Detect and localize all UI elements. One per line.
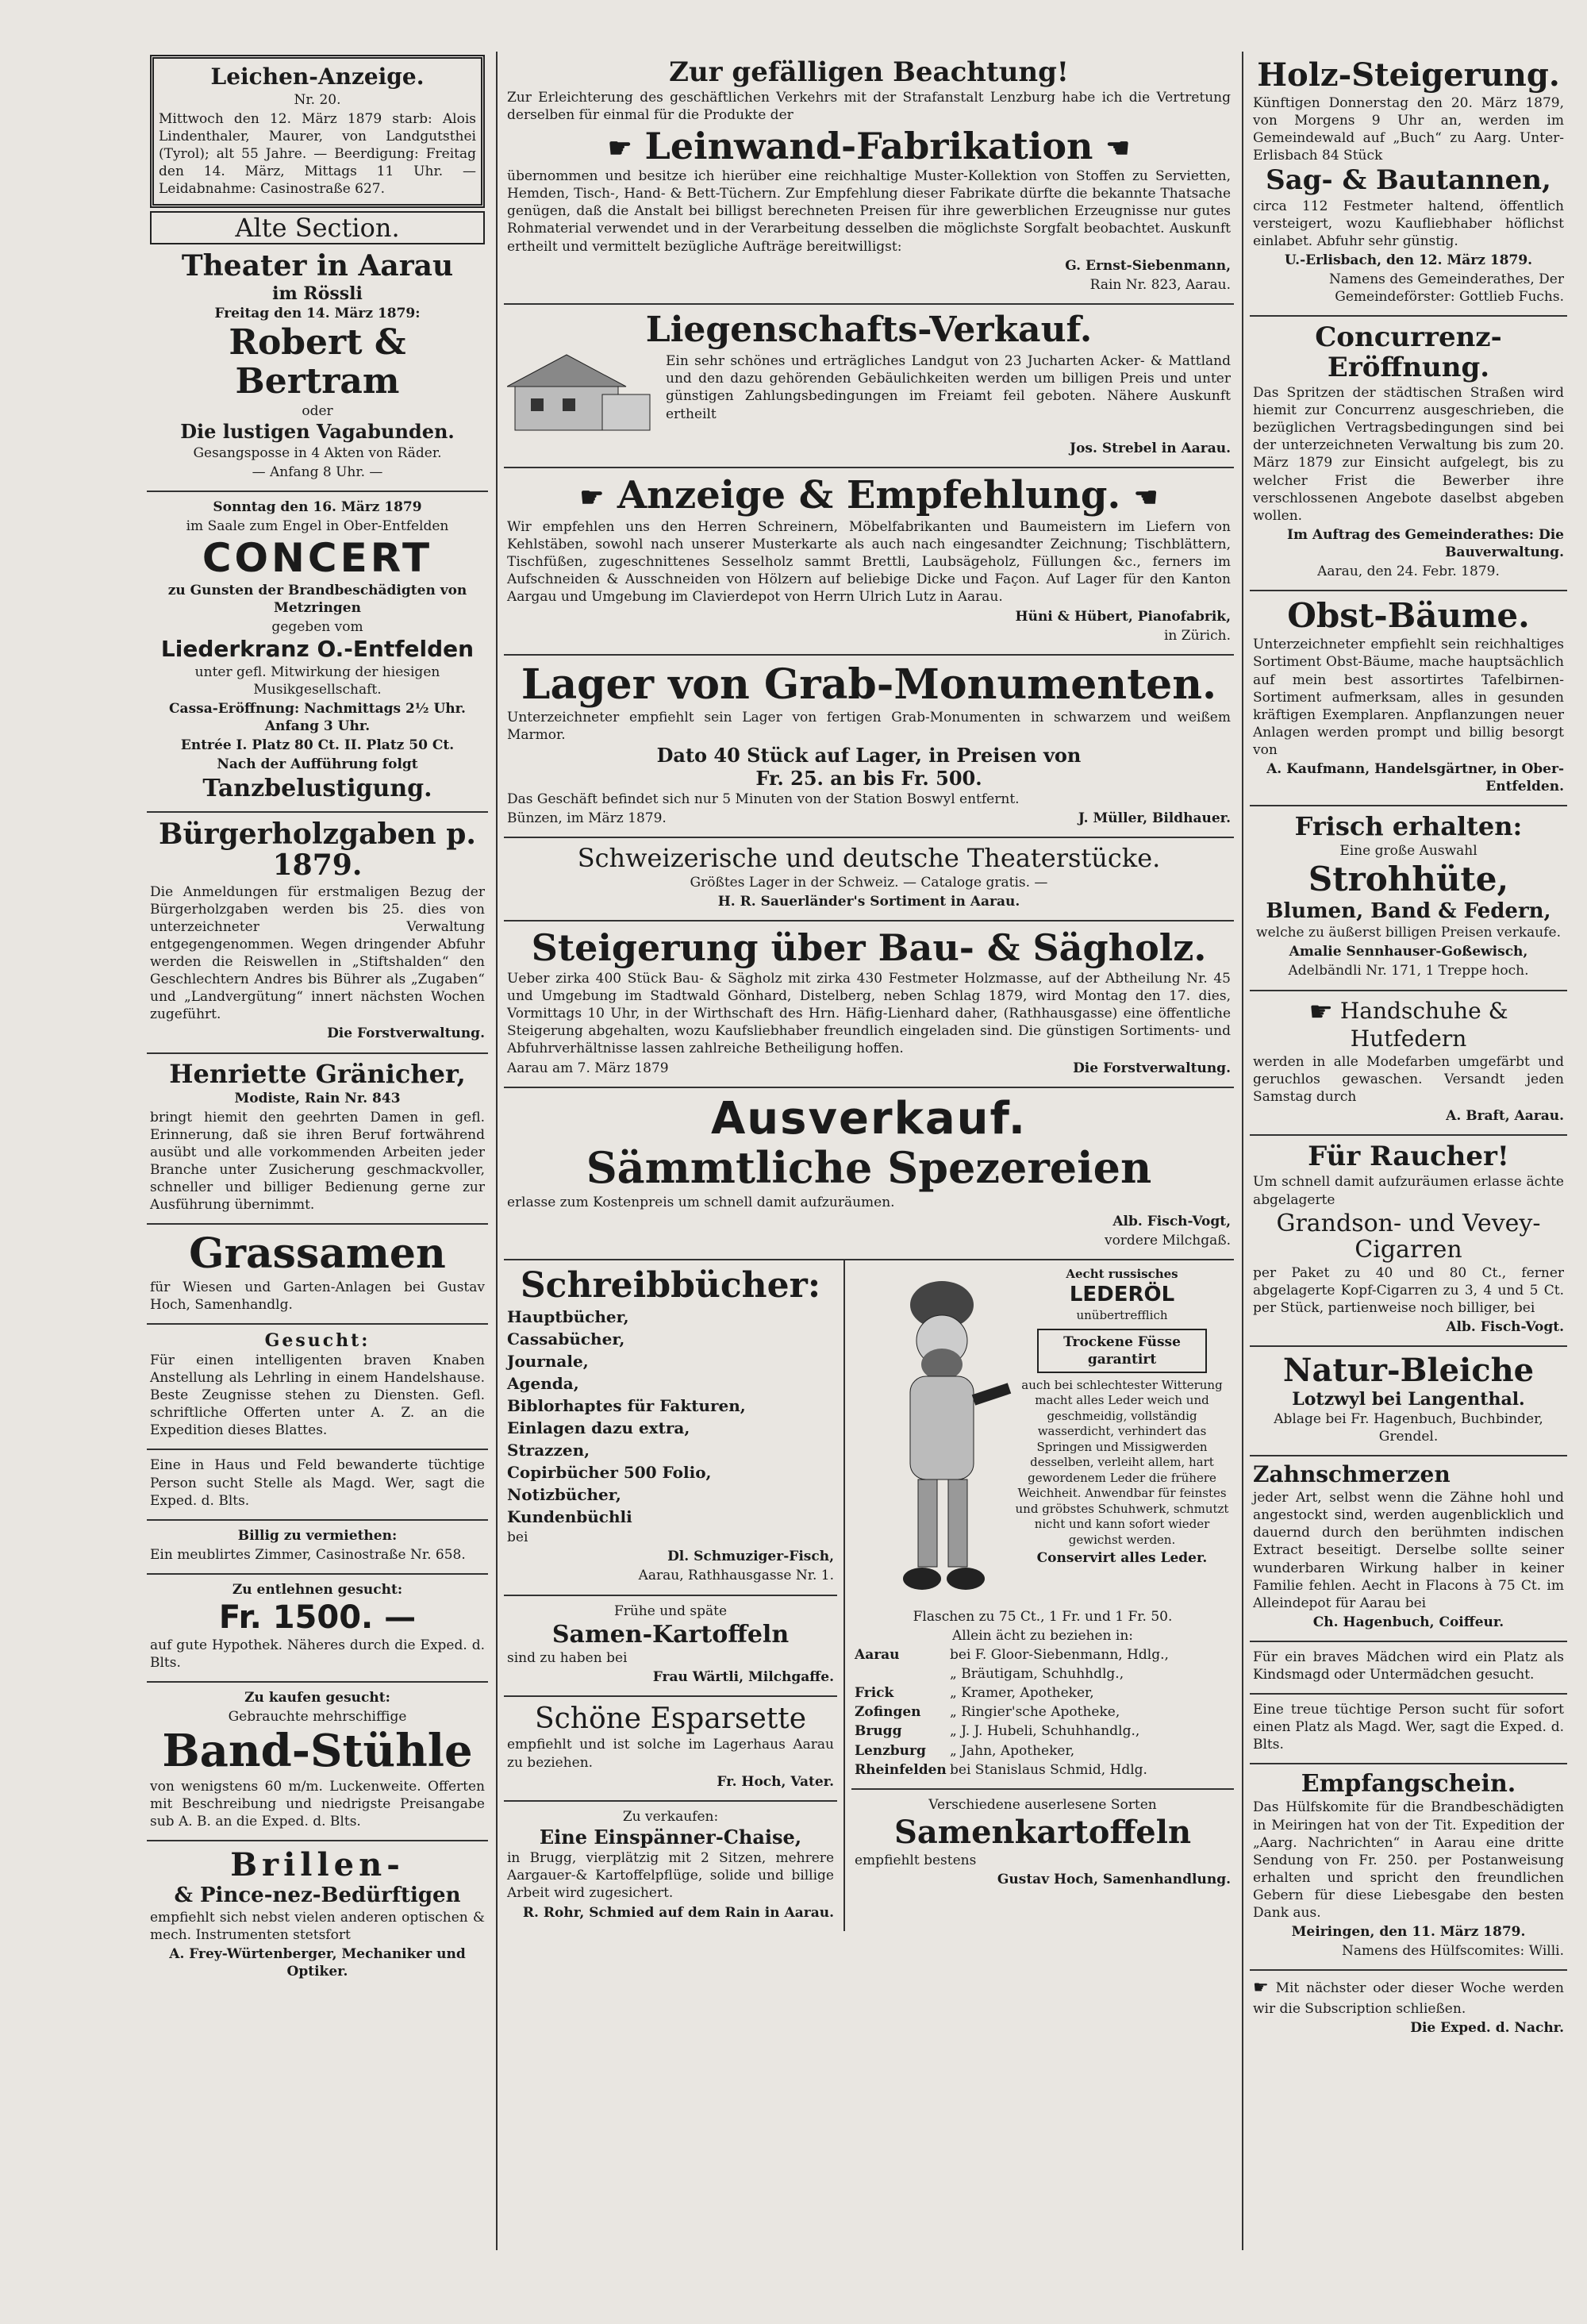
concert-date: Sonntag den 16. März 1879: [213, 498, 422, 515]
theater-ad: [147, 244, 488, 491]
holz-sign: Namens des Gemeinderathes, Der Gemeindeförster: Gottlieb Fuchs.: [1329, 271, 1564, 306]
death-notice-number: Nr. 20.: [294, 91, 341, 108]
grab-sign: J. Müller, Bildhauer.: [1078, 810, 1231, 827]
lederoel-dealer-row: [855, 1665, 1231, 1683]
dealer-name: „ Kramer, Apotheker,: [950, 1685, 1094, 1702]
theater-oder: oder: [302, 403, 333, 420]
entlehnen-title: Zu entlehnen gesucht:: [232, 1581, 403, 1598]
buergerholz-title: Bürgerholzgaben p. 1879.: [159, 817, 476, 883]
concurrenz-sign: Im Auftrag des Gemeinderathes: Die Bauverwaltung.: [1287, 526, 1564, 560]
column-rule: [496, 52, 498, 2250]
dealer-name: „ J. J. Hubeli, Schuhhandlg.,: [950, 1723, 1140, 1740]
empfang-title: Empfangschein.: [1301, 1770, 1516, 1799]
verkaufen-sign: R. Rohr, Schmied auf dem Rain in Aarau.: [522, 1904, 834, 1921]
schreibbuecher-bei: bei: [507, 1529, 528, 1546]
samenk-title: Samenkartoffeln: [893, 1813, 1192, 1851]
raucher-big: Grandson- und Vevey-Cigarren: [1276, 1209, 1541, 1264]
lederoel-dealers: [855, 1646, 1231, 1779]
esparsette-title: Schöne Esparsette: [534, 1702, 807, 1735]
naturbleiche-ad: [1250, 1347, 1567, 1456]
dealer-city: Rheinfelden: [855, 1761, 947, 1778]
lederoel-ad: [851, 1260, 1234, 1790]
zahn-sign: Ch. Hagenbuch, Coiffeur.: [1312, 1614, 1504, 1630]
grab-preis: Fr. 25. an bis Fr. 500.: [755, 766, 982, 790]
gesucht-ad: [147, 1325, 488, 1451]
verkaufen-text: in Brugg, vierplätzig mit 2 Sitzen, mehrere Aargauer-& Kartoffelpflüge, solide und billige Arbeit wird zugesichert.: [507, 1850, 834, 1902]
empfang-date: Meiringen, den 11. März 1879.: [1291, 1924, 1526, 1941]
henriette-title: Henriette Gränicher,: [169, 1058, 466, 1089]
dealer-name: „ Ringier'sche Apotheke,: [950, 1704, 1120, 1721]
esparsette-text: empfiehlt und ist solche im Lagerhaus Aarau zu beziehen.: [507, 1737, 834, 1771]
hand-sign: A. Braft, Aarau.: [1446, 1107, 1564, 1124]
gesucht-text: Für einen intelligenten braven Knaben Anstellung als Lehrling in einem Handelshause. Beste Zeugnisse stehen zu Diensten. Gefl. schriftliche Offerten unter A. Z. an die Expedition dieses Blattes.: [150, 1352, 485, 1439]
pointing-hand-icon: ☚: [1133, 482, 1159, 514]
brillen-sub: & Pince-nez-Bedürftigen: [174, 1883, 461, 1908]
concurrenz-title: Concurrenz-Eröffnung.: [1315, 321, 1502, 383]
steigerung-ad: [504, 922, 1234, 1087]
section-title: Alte Section.: [150, 211, 485, 244]
beachtung-title: Zur gefälligen Beachtung!: [669, 56, 1069, 88]
bandstuehle-title: Zu kaufen gesucht:: [244, 1690, 390, 1706]
concurrenz-text: Das Spritzen der städtischen Straßen wird hiemit zur Concurrenz ausgeschrieben, die bezüglichen Vertragsbedingungen sind bei der unterzeichneten Verwaltung bis zum 20. März 1879 zur Einsicht aufgelegt, bis zu welcher Frist die Bewerber ihre verschlossenen Angebote daselbst abgeben wollen.: [1253, 385, 1564, 524]
dealer-city: Lenzburg: [855, 1742, 926, 1759]
schreibbuecher-item: Notizbücher,: [507, 1485, 621, 1505]
zahn-title: Zahnschmerzen: [1253, 1461, 1451, 1488]
lederoel-text: auch bei schlechtester Witterung macht alles Leder weich und geschmeidig, vollständig wasserdicht, verhindert das Springen und Missigwerden desselben, verleiht allem, hart gewordenem Leder die frühere Weichheit. Anwendbar für feinstes und gröbstes Schuhwerk, schmutzt nicht und kann sofort wieder gewichst werden.: [1015, 1377, 1229, 1547]
beachtung-ad: [504, 52, 1234, 305]
theater-desc: Gesangsposse in 4 Akten von Räder.: [193, 444, 442, 461]
lederoel-head: Aecht russisches: [1066, 1266, 1178, 1281]
pointing-hand-icon: ☛: [579, 482, 605, 514]
natur-sub: Lotzwyl bei Langenthal.: [1292, 1389, 1525, 1410]
zahn-text: jeder Art, selbst wenn die Zähne hohl und angestockt sind, werden augenblicklich und dauernd durch den berühmten indischen Extract beseitigt. Derselbe sollte seiner wunderbaren Wirkung halber in keiner Familie fehlen. Aecht in Flacons à 75 Ct. im Alleindepot für Aarau bei: [1253, 1490, 1564, 1611]
newspaper-page: [147, 52, 1567, 2250]
concert-title: CONCERT: [202, 534, 433, 581]
lederoel-dealer-row: [855, 1684, 1231, 1702]
lederoel-lead: Allein ächt zu beziehen in:: [951, 1628, 1134, 1644]
lederoel-sub: unübertrefflich: [1076, 1308, 1168, 1322]
lederoel-dealer-row: [855, 1703, 1231, 1721]
frisch-text: welche zu äußerst billigen Preisen verkaufe.: [1256, 925, 1561, 941]
theaterstuecke-title: Schweizerische und deutsche Theaterstücke.: [577, 843, 1161, 874]
strohhuete-ad: [1250, 806, 1567, 991]
concert-place: im Saale zum Engel in Ober-Entfelden: [186, 518, 449, 534]
ausverkauf-addr: vordere Milchgaß.: [1104, 1232, 1231, 1249]
brillen-text: empfiehlt sich nebst vielen anderen optischen & mech. Instrumenten stetsfort: [150, 1909, 485, 1943]
lederoel-dealer-row: [855, 1761, 1231, 1779]
schreibbuecher-item: Biblorhaptes für Fakturen,: [507, 1396, 746, 1416]
steigerung-date: Aarau am 7. März 1879: [507, 1060, 669, 1076]
raucher-body: per Paket zu 40 und 80 Ct., ferner abgelagerte Kopf-Cigarren zu 3, 4 und 5 Ct. per Stück, partienweise noch billiger, bei: [1253, 1264, 1564, 1316]
schreibbuecher-item: Cassabücher,: [507, 1329, 625, 1349]
schreibbuecher-addr: Aarau, Rathhausgasse Nr. 1.: [638, 1568, 834, 1584]
henriette-sub: Modiste, Rain Nr. 843: [234, 1090, 401, 1106]
frisch-big: Strohhüte,: [1308, 860, 1509, 899]
dealer-name: bei Stanislaus Schmid, Hdlg.: [950, 1761, 1147, 1778]
column-rule: [1242, 52, 1243, 2250]
dealer-city: Zofingen: [855, 1704, 921, 1721]
obst-sign: A. Kaufmann, Handelsgärtner, in Ober-Entfelden.: [1266, 760, 1564, 795]
gesucht-title: Gesucht:: [264, 1329, 371, 1351]
empfang-sign: Namens des Hülfscomites: Willi.: [1342, 1943, 1564, 1960]
bandstuehle-big: Band-Stühle: [162, 1725, 473, 1778]
theater-sub: im Rössli: [272, 283, 363, 304]
esparsette-ad: [504, 1697, 837, 1802]
grab-place: Bünzen, im März 1879.: [507, 810, 667, 827]
pointing-hand-icon: ☚: [1105, 132, 1130, 164]
samen-pre: Frühe und späte: [613, 1603, 728, 1619]
schreibbuecher-list: [507, 1306, 834, 1546]
holz-ad: [1250, 52, 1567, 317]
dealer-city: [855, 1665, 950, 1683]
beachtung-sign: G. Ernst-Siebenmann,: [1065, 257, 1231, 274]
column-left: [147, 52, 488, 2250]
grassamen-ad: [147, 1225, 488, 1324]
pointing-hand-icon: ☛: [1253, 1978, 1269, 1999]
lederoel-dealer-row: [855, 1646, 1231, 1664]
ausverkauf-sub: Sämmtliche Spezereien: [586, 1142, 1152, 1194]
beachtung-addr: Rain Nr. 823, Aarau.: [1089, 276, 1231, 293]
zahn-ad: [1250, 1456, 1567, 1642]
samenkartoffeln2-ad: [851, 1790, 1234, 1898]
samenk-text: empfiehlt bestens: [855, 1852, 977, 1868]
grab-text: Unterzeichneter empfiehlt sein Lager von fertigen Grab-Monumenten in schwarzem und weißem Marmor.: [507, 709, 1231, 744]
theaterstuecke-sign: H. R. Sauerländer's Sortiment in Aarau.: [717, 894, 1020, 910]
magd2-text: Eine treue tüchtige Person sucht für sofort einen Platz als Magd. Wer, sagt die Exped. d. Blts.: [1253, 1702, 1564, 1753]
anzeige-sign: Hüni & Hübert, Pianofabrik,: [1015, 608, 1231, 625]
magd-ad: [147, 1450, 488, 1520]
ausverkauf-title: Ausverkauf.: [710, 1092, 1028, 1145]
holz-title: Holz-Steigerung.: [1257, 56, 1560, 94]
lederoel-price: Flaschen zu 75 Ct., 1 Fr. und 1 Fr. 50.: [913, 1608, 1173, 1625]
verkaufen-big: Eine Einspänner-Chaise,: [539, 1825, 802, 1849]
obst-text: Unterzeichneter empfiehlt sein reichhaltiges Sortiment Obst-Bäume, mache hauptsächlich auf mein best assortirtes Tafelbirnen-Sortiment aufmerksam, alles in gesunden kräftigen Exemplaren. Anpflanzungen neuer Anlagen werden prompt und billig besorgt von: [1253, 637, 1564, 758]
raucher-ad: [1250, 1136, 1567, 1347]
magd2-ad: [1250, 1695, 1567, 1764]
pointing-hand-icon: ☛: [608, 132, 632, 164]
entlehnen-ad: [147, 1575, 488, 1683]
beachtung-big: Leinwand-Fabrikation: [644, 124, 1093, 167]
anzeige-ad: [504, 468, 1234, 655]
schreibbuecher-item: Hauptbücher,: [507, 1307, 629, 1327]
henriette-text: bringt hiemit den geehrten Damen in gefl. Erinnerung, daß sie ihren Beruf fortwährend ausübt und alle vorkommenden Arbeiten jeder Branche unter Zusicherung geschmackvoller, schneller und billiger Bedienung gerne zur Ausführung übernimmt.: [150, 1109, 485, 1214]
samenk-sign: Gustav Hoch, Samenhandlung.: [997, 1871, 1231, 1887]
concurrenz-ad: [1250, 317, 1567, 591]
abo-text: Mit nächster oder dieser Woche werden wir die Subscription schließen.: [1253, 1980, 1565, 2017]
zimmer-title: Billig zu vermiethen:: [237, 1527, 398, 1544]
brillen-ad: [147, 1841, 488, 1990]
verkaufen-title: Zu verkaufen:: [622, 1808, 719, 1825]
bandstuehle-ad: [147, 1683, 488, 1841]
concert-text: zu Gunsten der Brandbeschädigten von Metzringen: [167, 582, 467, 616]
ausverkauf-text: erlasse zum Kostenpreis um schnell damit aufzuräumen.: [507, 1194, 895, 1210]
lederoel-title: LEDERÖL: [1069, 1283, 1175, 1307]
henriette-ad: [147, 1054, 488, 1225]
brillen-title: Brillen-: [230, 1846, 405, 1884]
maedchen-text: Für ein braves Mädchen wird ein Platz als Kindsmagd oder Untermädchen gesucht.: [1253, 1649, 1564, 1683]
theaterstuecke-text: Größtes Lager in der Schweiz. — Cataloge gratis. —: [690, 875, 1048, 891]
entlehnen-amount: Fr. 1500. —: [218, 1599, 417, 1636]
theaterstuecke-ad: [504, 838, 1234, 922]
concurrenz-date: Aarau, den 24. Febr. 1879.: [1317, 564, 1500, 580]
grassamen-title: Grassamen: [189, 1229, 446, 1279]
samenk-pre: Verschiedene auserlesene Sorten: [928, 1796, 1157, 1813]
grab-ad: [504, 656, 1234, 838]
steigerung-sign: Die Forstverwaltung.: [1073, 1060, 1231, 1076]
zimmer-ad: [147, 1521, 488, 1575]
hand-title: Handschuhe & Hutfedern: [1339, 997, 1508, 1052]
schreibbuecher-item: Strazzen,: [507, 1441, 590, 1460]
theater-play: Robert & Bertram: [229, 322, 406, 402]
samen-sign: Frau Wärtli, Milchgaffe.: [652, 1668, 834, 1685]
grassamen-text: für Wiesen und Garten-Anlagen bei Gustav Hoch, Samenhandlg.: [150, 1279, 485, 1313]
natur-text: Ablage bei Fr. Hagenbuch, Buchbinder, Grendel.: [1274, 1411, 1543, 1445]
concert-with: unter gefl. Mitwirkung der hiesigen Musikgesellschaft.: [194, 664, 440, 698]
liegenschaft-ad: [504, 305, 1234, 468]
death-notice-title: Leichen-Anzeige.: [210, 63, 425, 90]
handschuhe-ad: [1250, 991, 1567, 1137]
theater-title: Theater in Aarau: [181, 249, 454, 283]
steigerung-title: Steigerung über Bau- & Sägholz.: [531, 926, 1207, 970]
pointing-hand-icon: ☛: [1308, 995, 1333, 1028]
dealer-city: Brugg: [855, 1723, 902, 1740]
grab-lager: Dato 40 Stück auf Lager, in Preisen von: [656, 744, 1082, 768]
dealer-name: bei F. Gloor-Siebenmann, Hdlg.,: [950, 1647, 1169, 1664]
schreibbuecher-item: Kundenbüchli: [507, 1507, 632, 1527]
liegenschaft-sign: Jos. Strebel in Aarau.: [1070, 441, 1231, 457]
obst-title: Obst-Bäume.: [1287, 596, 1530, 636]
schreibbuecher-item: Copirbücher 500 Folio,: [507, 1463, 712, 1483]
zimmer-text: Ein meublirtes Zimmer, Casinostraße Nr. 658.: [150, 1546, 466, 1563]
natur-title: Natur-Bleiche: [1282, 1352, 1535, 1390]
lederoel-bold: Conservirt alles Leder.: [1036, 1550, 1208, 1567]
frisch-addr: Adelbändli Nr. 171, 1 Treppe hoch.: [1288, 963, 1529, 979]
frisch-title: Frisch erhalten:: [1294, 811, 1523, 842]
liegenschaft-text: Ein sehr schönes und erträgliches Landgut von 23 Jucharten Acker- & Mattland und den dazu gehörenden Gebäulichkeiten werden um billigen Preis und unter günstigen Zahlungsbedingungen im Freiamt feil geboten. Nähere Auskunft ertheilt: [666, 353, 1231, 422]
samenkartoffeln-ad: [504, 1596, 837, 1697]
anzeige-text: Wir empfehlen uns den Herren Schreinern, Möbelfabrikanten und Baumeistern im Liefern von Kehlstäben, sowohl nach unserer Musterkarte als auch nach eingesandter Zeichnung; Tischblättern, Tischfüßen, zugeschnittenes Sesselholz sammt Brettli, Laubsägeholz, Füllungen &c., ferners im Aufschneiden & Ausschneiden von Hölzern auf beliebige Dicke und Façon. Auf Lager für den Kanton Aargau und Umgebung im Clavierdepot von Herrn Ulrich Lutz in Aarau.: [507, 519, 1231, 606]
lederoel-dealer-row: [855, 1742, 1231, 1760]
holz-big: Sag- & Bautannen,: [1266, 164, 1551, 197]
maedchen-ad: [1250, 1642, 1567, 1695]
death-notice: [150, 55, 485, 208]
buergerholz-ad: [147, 813, 488, 1054]
brillen-sign: A. Frey-Würtenberger, Mechaniker und Optiker.: [169, 1946, 466, 1980]
dealer-city: Frick: [855, 1685, 894, 1702]
grab-text2: Das Geschäft befindet sich nur 5 Minuten von der Station Boswyl entfernt.: [507, 791, 1020, 807]
dealer-name: „ Jahn, Apotheker,: [950, 1742, 1075, 1759]
farmhouse-illustration: [507, 351, 658, 438]
lederoel-dealer-row: [855, 1722, 1231, 1740]
concert-dance: Tanzbelustigung.: [202, 774, 432, 802]
schreibbuecher-ad: [504, 1260, 837, 1596]
samen-title: Samen-Kartoffeln: [551, 1620, 790, 1649]
death-notice-text: Mittwoch den 12. März 1879 starb: Alois Lindenthaler, Maurer, von Landgutsthei (Tyrol); alt 55 Jahre. — Beerdigung: Freitag den 14. März, Mittags 11 Uhr. — Leidabnahme: Casinostraße 627.: [159, 110, 476, 198]
concert-choir: Liederkranz O.-Entfelden: [160, 636, 475, 663]
buergerholz-sign: Die Forstverwaltung.: [327, 1025, 485, 1042]
bandstuehle-text: von wenigstens 60 m/m. Luckenweite. Offerten mit Beschreibung und niedrigste Preisangabe sub A. B. an die Exped. d. Blts.: [150, 1778, 485, 1830]
frisch-sign: Amalie Sennhauser-Goßewisch,: [1289, 944, 1528, 960]
concert-cassa: Cassa-Eröffnung: Nachmittags 2½ Uhr. Anfang 3 Uhr.: [169, 701, 466, 735]
theater-date: Freitag den 14. März 1879:: [214, 306, 421, 322]
beachtung-text: Zur Erleichterung des geschäftlichen Verkehrs mit der Strafanstalt Lenzburg habe ich die Vertretung derselben für einmal für die Produkte der: [507, 90, 1231, 124]
samen-text: sind zu haben bei: [507, 1649, 628, 1666]
verkaufen-ad: [504, 1802, 837, 1931]
grab-title: Lager von Grab-Monumenten.: [521, 660, 1217, 709]
holz-place: U.-Erlisbach, den 12. März 1879.: [1284, 252, 1533, 269]
dealer-city: Aarau: [855, 1647, 900, 1664]
man-illustration: [855, 1265, 1013, 1606]
schreibbuecher-title: Schreibbücher:: [520, 1264, 821, 1306]
magd-text: Eine in Haus und Feld bewanderte tüchtige Person sucht Stelle als Magd. Wer, sagt die Exped. d. Blts.: [150, 1457, 485, 1509]
concert-ad: [147, 492, 488, 813]
hand-text: werden in alle Modefarben umgefärbt und geruchlos gewaschen. Versandt jeden Samstag durch: [1253, 1053, 1564, 1105]
entlehnen-text: auf gute Hypothek. Näheres durch die Exped. d. Blts.: [150, 1637, 485, 1672]
ausverkauf-sign: Alb. Fisch-Vogt,: [1112, 1213, 1231, 1229]
frisch-pre: Eine große Auswahl: [1339, 843, 1477, 860]
liegenschaft-title: Liegenschafts-Verkauf.: [645, 309, 1093, 350]
anzeige-title: Anzeige & Empfehlung.: [617, 473, 1121, 518]
raucher-title: Für Raucher!: [1308, 1141, 1509, 1173]
empfang-text: Das Hülfskomite für die Brandbeschädigten in Meiringen hat von der Tit. Expedition der „Aarg. Nachrichten“ in Aarau eine dritte Sendung von Fr. 250. per Postanweisung erhalten und spricht den freundlichen Gebern für diese Liebesgabe den besten Dank aus.: [1253, 1799, 1564, 1921]
theater-subtitle: Die lustigen Vagabunden.: [180, 420, 455, 444]
dealer-name: „ Bräutigam, Schuhhdlg.,: [950, 1666, 1124, 1683]
raucher-sign: Alb. Fisch-Vogt.: [1446, 1318, 1564, 1335]
schreibbuecher-item: Einlagen dazu extra,: [507, 1418, 690, 1438]
abo-sign: Die Exped. d. Nachr.: [1410, 2019, 1564, 2036]
column-right: [1250, 52, 1567, 2250]
frisch-sub: Blumen, Band & Federn,: [1266, 898, 1551, 923]
ausverkauf-ad: [504, 1088, 1234, 1260]
concert-given: gegeben vom: [271, 619, 363, 636]
schreibbuecher-item: Agenda,: [507, 1374, 579, 1394]
concert-after: Nach der Aufführung folgt: [217, 756, 418, 773]
beachtung-body: übernommen und besitze ich hierüber eine reichhaltige Muster-Kollektion von Stoffen zu Servietten, Hemden, Tisch-, Hand- & Bett-Tüchern. Zur Empfehlung dieser Fabrikate dürfte die bekannte Thatsache genügen, daß die Anstalt bei billigst berechneten Preisen für ihre gewerblichen Erzeugnisse nur gutes Rohmaterial verwendet und in der Verarbeitung desselben die möglichste Sorgfalt beobachtet. Auskunft ertheilt und vermittelt bezügliche Aufträge bereitwilligst:: [507, 168, 1231, 255]
concert-entree: Entrée I. Platz 80 Ct. II. Platz 50 Ct.: [180, 737, 455, 754]
empfang-ad: [1250, 1764, 1567, 1971]
raucher-text: Um schnell damit aufzuräumen erlasse ächte abgelagerte: [1253, 1174, 1564, 1208]
column-middle: [504, 52, 1234, 2250]
schreibbuecher-item: Journale,: [507, 1352, 589, 1372]
buergerholz-text: Die Anmeldungen für erstmaligen Bezug der Bürgerholzgaben werden bis 25. dies von unterzeichneter Verwaltung entgegengenommen. Wegen dringender Abfuhr werden die Reiswellen in „Stiftshalden“ den Geschlechtern Andres bis Bührer als „Zugaben“ und „Landvergütung“ innert nächsten Wochen zugeführt.: [150, 883, 485, 1023]
steigerung-text: Ueber zirka 400 Stück Bau- & Sägholz mit zirka 430 Festmeter Holzmasse, auf der Abtheilung Nr. 45 und Umgebung im Stadtwald Gönhard, Distelberg, neben Schlag 1879, wird Montag den 17. dies, Vormittags 10 Uhr, in der Wirthschaft des Hrn. Häfig-Lienhard daher, (Rathhausgasse) eine öffentliche Steigerung abgehalten, wozu Kaufsliebhaber freundlich eingeladen sind. Die günstigen Sortiments- und Abfuhrverhältnisse lassen zahlreiche Betheiligung hoffen.: [507, 971, 1231, 1057]
lederoel-sign1: Trockene Füsse garantirt: [1037, 1329, 1207, 1373]
abo-ad: [1250, 1971, 1567, 2046]
esparsette-sign: Fr. Hoch, Vater.: [717, 1773, 834, 1790]
theater-start: — Anfang 8 Uhr. —: [252, 464, 383, 480]
bandstuehle-sub: Gebrauchte mehrschiffige: [228, 1709, 407, 1726]
holz-body: circa 112 Festmeter haltend, öffentlich versteigert, wozu Kaufliebhaber höflichst einlabet. Abfuhr sehr günstig.: [1253, 198, 1564, 249]
obst-ad: [1250, 591, 1567, 806]
schreibbuecher-sign: Dl. Schmuziger-Fisch,: [667, 1549, 834, 1565]
holz-text: Künftigen Donnerstag den 20. März 1879, von Morgens 9 Uhr an, werden im Gemeindewald auf „Buch“ zu Aarg. Unter-Erlisbach 84 Stück: [1253, 95, 1564, 164]
anzeige-city: in Zürich.: [1164, 627, 1231, 644]
